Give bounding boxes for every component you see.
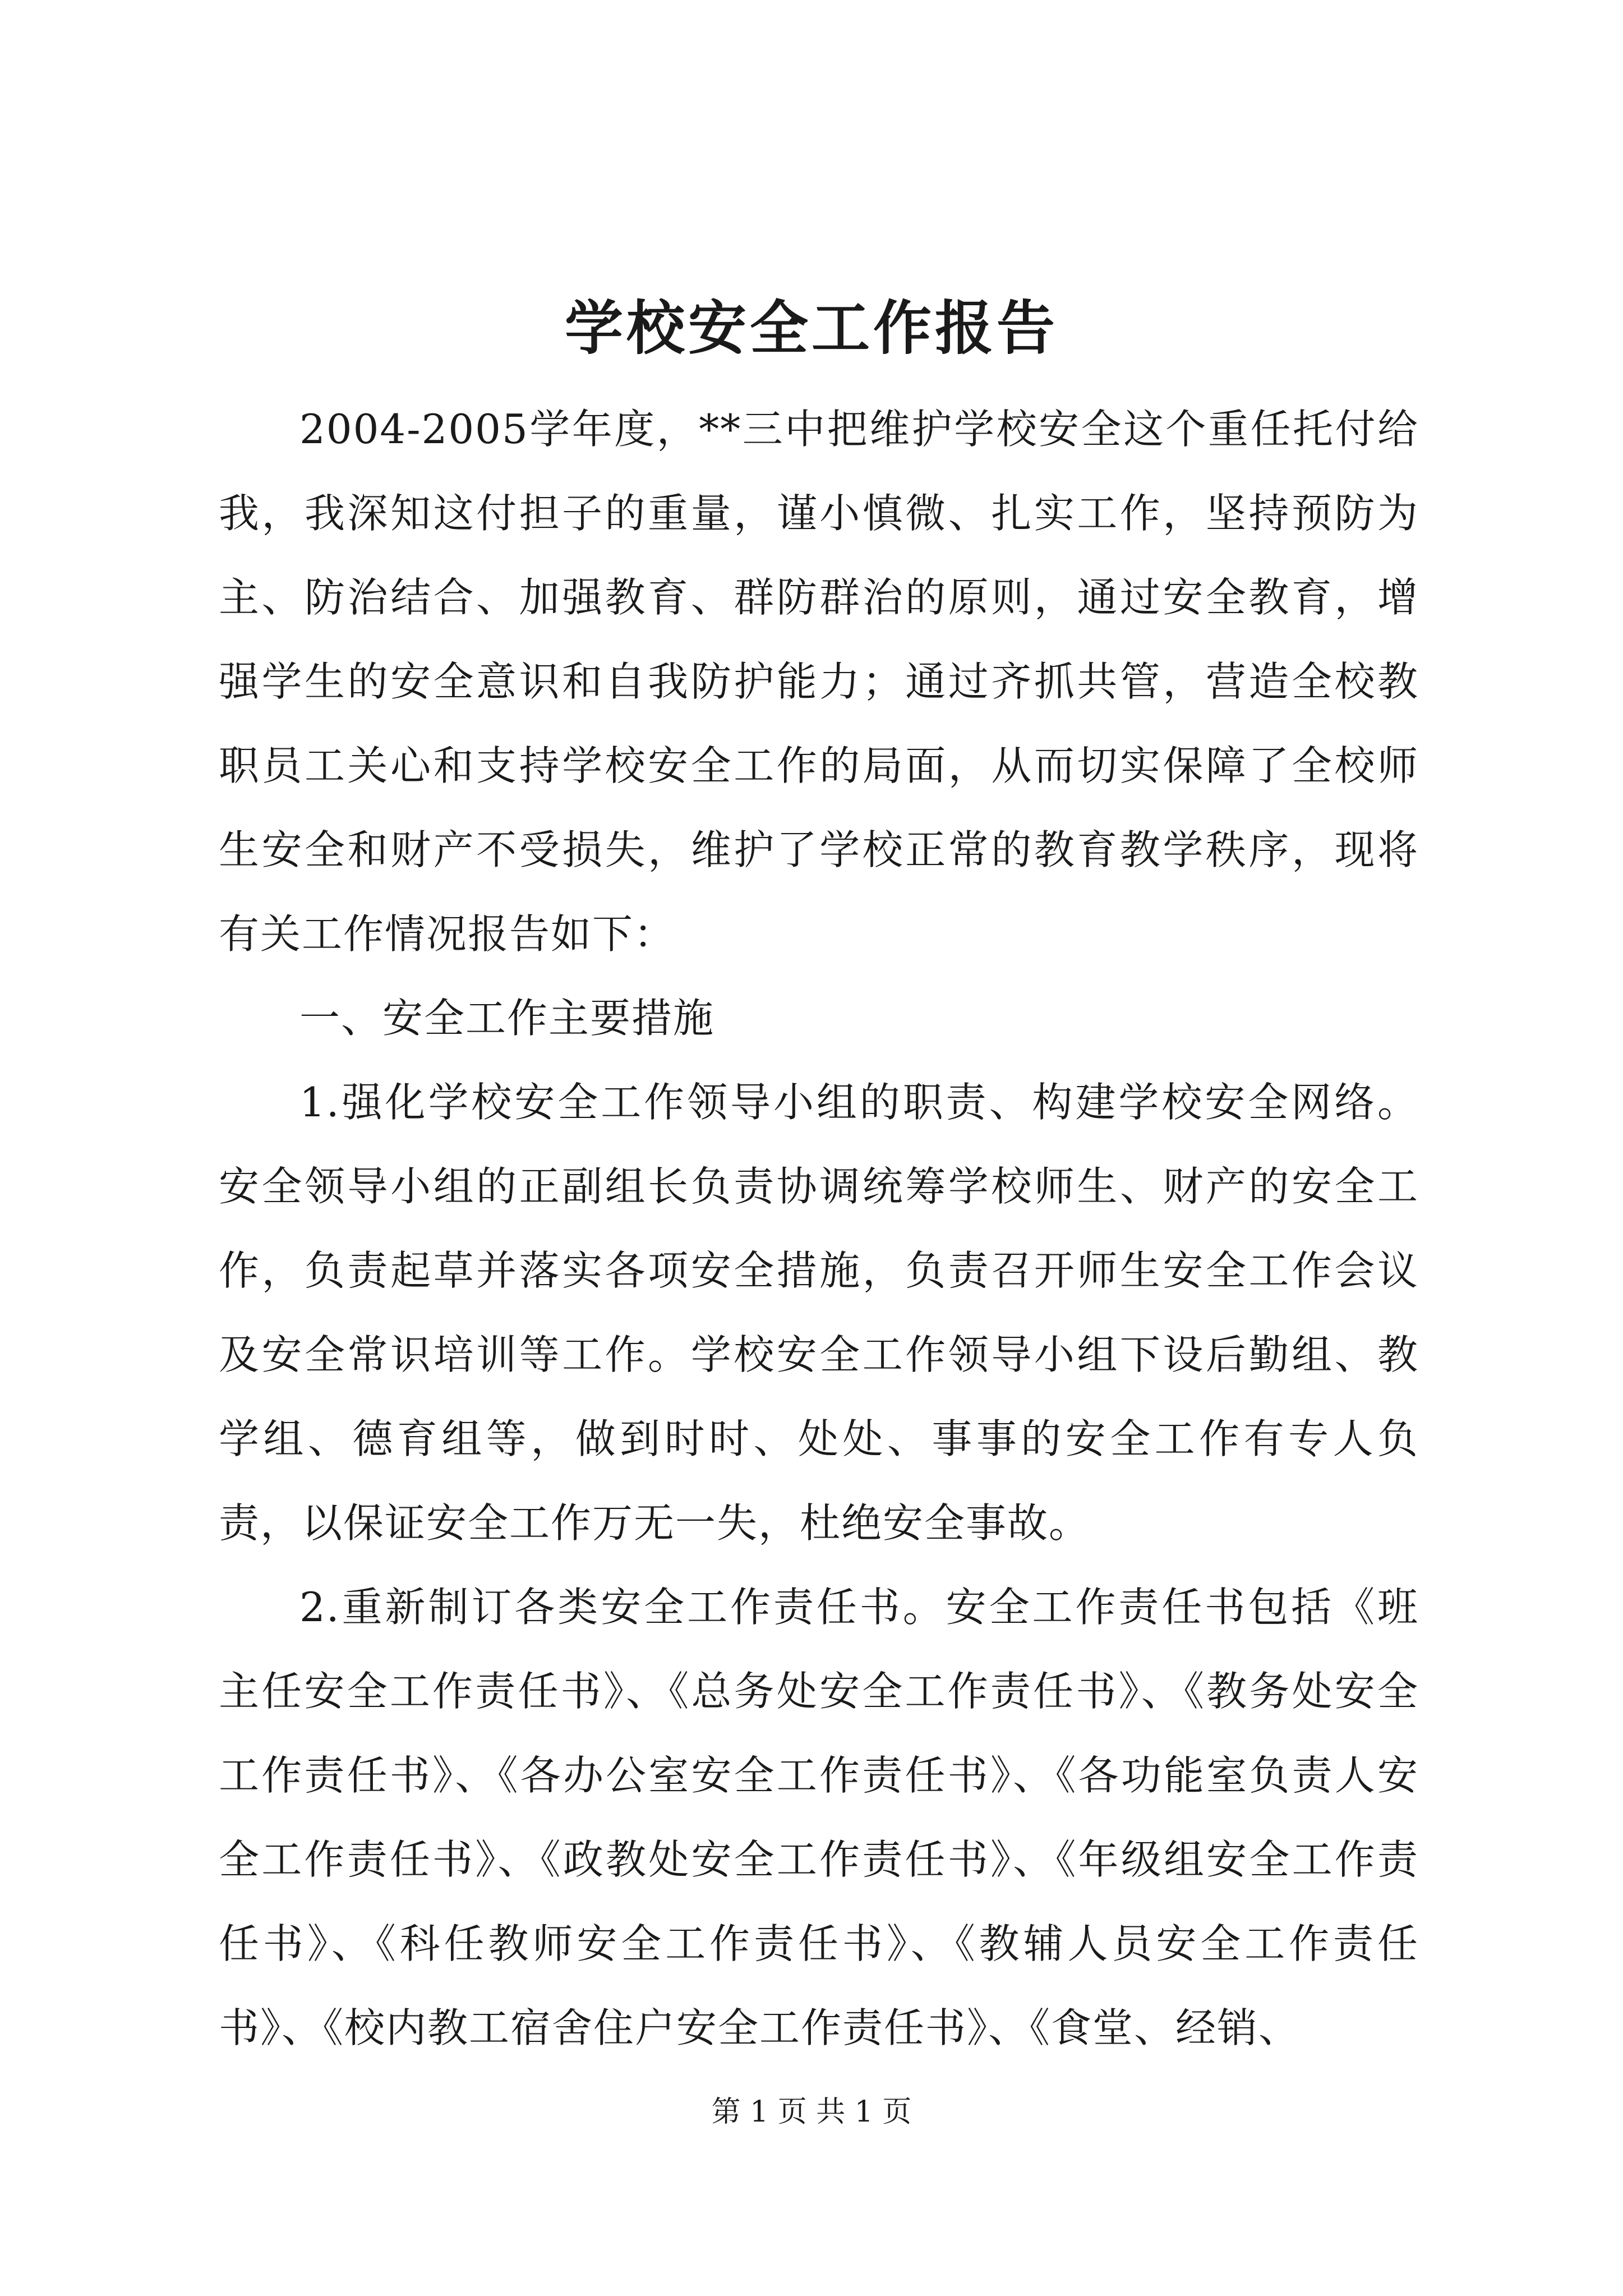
page-footer: 第 1 页 共 1 页: [711, 2095, 912, 2129]
document-body: [219, 387, 1419, 2070]
intro-paragraph: 2004-2005学年度，**三中把维护学校安全这个重任托付给我，我深知这付担子的重量，谨小慎微、扎实工作，坚持预防为主、防治结合、加强教育、群防群治的原则，通过安全教育，增强学生的安全意识和自我防护能力；通过齐抓共管，营造全校教职员工关心和支持学校安全工作的局面，从而切实保障了全校师生安全和财产不受损失，维护了学校正常的教育教学秩序，现将有关工作情况报告如下：: [219, 406, 1419, 958]
measure-paragraph-1: 1.强化学校安全工作领导小组的职责、构建学校安全网络。安全领导小组的正副组长负责协调统筹学校师生、财产的安全工作，负责起草并落实各项安全措施，负责召开师生安全工作会议及安全常识培训等工作。学校安全工作领导小组下设后勤组、教学组、德育组等，做到时时、处处、事事的安全工作有专人负责，以保证安全工作万无一失，杜绝安全事故。: [219, 1079, 1419, 1547]
page-title: 学校安全工作报告: [564, 293, 1058, 362]
section-heading: 一、安全工作主要措施: [299, 995, 715, 1042]
measure-paragraph-2: 2.重新制订各类安全工作责任书。安全工作责任书包括《班主任安全工作责任书》、《总务处安全工作责任书》、《教务处安全工作责任书》、《各办公室安全工作责任书》、《各功能室负责人安全工作责任书》、《政教处安全工作责任书》、《年级组安全工作责任书》、《科任教师安全工作责任书》、《教辅人员安全工作责任书》、《校内教工宿舍住户安全工作责任书》、《食堂、经销、: [219, 1584, 1419, 2051]
